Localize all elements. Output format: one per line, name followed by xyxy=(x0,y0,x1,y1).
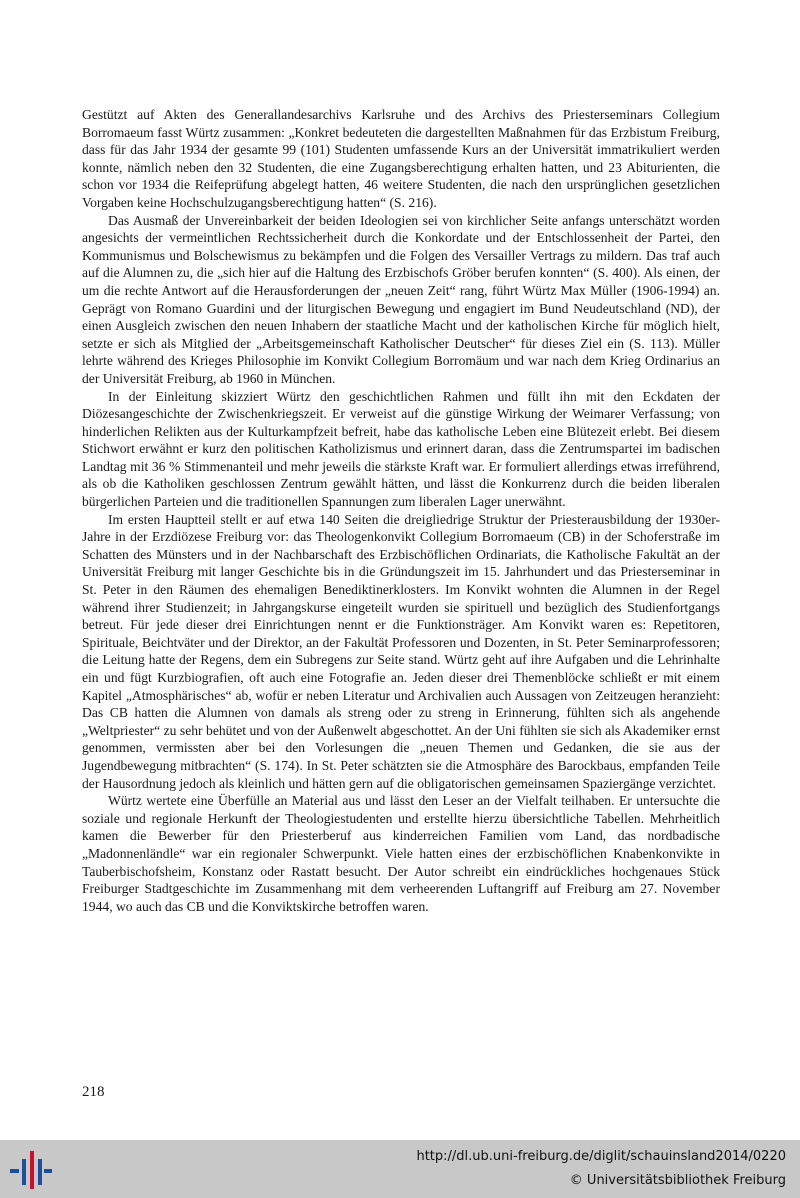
footer-url-link[interactable]: http://dl.ub.uni-freiburg.de/diglit/schauinsland2014/0220 xyxy=(416,1149,786,1164)
footer-bar xyxy=(0,1140,800,1198)
paragraph-5: Würtz wertete eine Überfülle an Material aus und lässt den Leser an der Vielfalt teilhaben. Er untersuchte die soziale und regionale Herkunft der Theologiestudenten und erstellte hierzu übersichtliche Tabellen. Mehrheitlich kamen die Bewerber für den Priesterberuf aus kinderreichen Familien vom Land, das nordbadische „Madonnenländle“ war ein regionaler Schwerpunkt. Viele hatten eines der erzbischöflichen Knabenkonvikte in Tauberbischofsheim, Konstanz oder Rastatt besucht. Der Autor schreibt ein eindrückliches hochgenaues Stück Freiburger Stadtgeschichte im Zusammenhang mit dem verheerenden Luftangriff auf Freiburg am 27. November 1944, wo auch das CB und die Konviktskirche betroffen waren. xyxy=(82,793,720,914)
page-number: 218 xyxy=(82,1084,105,1100)
paragraph-2: Das Ausmaß der Unvereinbarkeit der beiden Ideologien sei von kirchlicher Seite anfangs unterschätzt worden angesichts der vermeintlichen Rechtssicherheit durch die Konkordate und der Entschlossenheit der Partei, den Kommunismus und Bolschewismus zu bekämpfen und die Folgen des Versailler Vertrags zu mildern. Das traf auch auf die Alumnen zu, die „sich hier auf die Haltung des Erzbischofs Gröber berufen konnten“ (S. 400). Als einen, der um die rechte Antwort auf die Herausforderungen der „neuen Zeit“ rang, führt Würtz Max Müller (1906-1994) an. Geprägt von Romano Guardini und der liturgischen Bewegung und engagiert im Bund Neudeutschland (ND), der einen Ausgleich zwischen den neuen Inhabern der staatliche Macht und der katholischen Kirche für möglich hielt, setzte er sich als Mitglied der „Arbeitsgemeinschaft Katholischer Deutscher“ für dieses Ziel ein (S. 113). Müller lehrte während des Krieges Philosophie im Konvikt Collegium Borromäum und war nach dem Krieg Ordinarius an der Universität Freiburg, ab 1960 in München. xyxy=(82,212,720,386)
paragraph-4: Im ersten Hauptteil stellt er auf etwa 140 Seiten die dreigliedrige Struktur der Priesterausbildung der 1930er-Jahre in der Erzdiözese Freiburg vor: das Theologenkonvikt Collegium Borromaeum (CB) in der Schoferstraße im Schatten des Münsters und in der Nachbarschaft des Erzbischöflichen Ordinariats, die Katholische Fakultät an der Universität Freiburg mit langer Geschichte bis in die Gründungszeit im 15. Jahrhundert und das Priesterseminar in St. Peter in den Räumen des ehemaligen Benediktinerklosters. Im Konvikt wohnten die Alumnen in der Regel während ihrer Studienzeit; in Jahrgangskurse eingeteilt wurden sie spirituell und bezüglich des Studienfortgangs betreut. Für jede dieser drei Einrichtungen nennt er die Funktionsträger. Am Konvikt waren es: Repetitoren, Spirituale, Beichtväter und der Direktor, an der Fakultät Professoren und Dozenten, in St. Peter Seminarprofessoren; die Leitung hatte der Regens, dem ein Subregens zur Seite stand. Würtz geht auf ihre Aufgaben und die Lehrinhalte ein und fügt Kurzbiografien, oft auch eine Fotografie an. Jeden dieser drei Themenblöcke schließt er mit einem Kapitel „Atmosphärisches“ ab, wofür er neben Literatur und Archivalien auch Aussagen von Zeitzeugen heranzieht: Das CB hatten die Alumnen von damals als streng oder zu streng in Erinnerung, fühlten sich als angehende „Weltpriester“ zu sehr behütet und von der Außenwelt abgeschottet. An der Uni fühlten sie sich als Akademiker ernst genommen, vermissten aber bei den Vorlesungen die „neuen Themen und Gedanken, die sie aus der Jugendbewegung mitbrachten“ (S. 174). In St. Peter schätzten sie die Atmosphäre des Barockbaus, empfanden Teile der Hausordnung jedoch als kleinlich und hätten gern auf die obligatorischen gemeinsamen Spaziergänge verzichtet. xyxy=(82,511,720,791)
footer-copyright: © Universitätsbibliothek Freiburg xyxy=(569,1173,786,1188)
body-text xyxy=(82,106,720,915)
ub-freiburg-logo-icon xyxy=(10,1149,52,1189)
paragraph-1: Gestützt auf Akten des Generallandesarchivs Karlsruhe und des Archivs des Priesterseminars Collegium Borromaeum fasst Würtz zusammen: „Konkret bedeuteten die dargestellten Maßnahmen für das Erzbistum Freiburg, dass für das Jahr 1934 der gesamte 99 (101) Studenten umfassende Kurs an der Universität immatrikuliert werden konnte, nämlich neben den 32 Studenten, die eine Zugangsberechtigung erhalten hatten, und 23 Abiturienten, die schon vor 1934 die Reifeprüfung abgelegt hatten, 46 weitere Studenten, die nach den ursprünglichen gesetzlichen Vorgaben keine Hochschulzugangsberechtigung hatten“ (S. 216). xyxy=(82,107,720,210)
paragraph-3: In der Einleitung skizziert Würtz den geschichtlichen Rahmen und füllt ihn mit den Eckdaten der Diözesangeschichte der Zwischenkriegszeit. Er verweist auf die günstige Wirkung der Weimarer Verfassung; von hinderlichen Relikten aus der Kulturkampfzeit befreit, habe das katholische Leben eine Blütezeit erlebt. Bei diesem Stichwort erwähnt er kurz den politischen Katholizismus und erinnert daran, dass die Zentrumspartei im badischen Landtag mit 36 % Stimmenanteil und mehr jeweils die stärkste Kraft war. Er formuliert allerdings etwas irreführend, als ob die Katholiken geschlossen Zentrum gewählt hätten, und lässt die Konkurrenz durch die beiden liberalen bürgerlichen Parteien und die traditionellen Spannungen zum liberalen Lager unerwähnt. xyxy=(82,388,720,510)
